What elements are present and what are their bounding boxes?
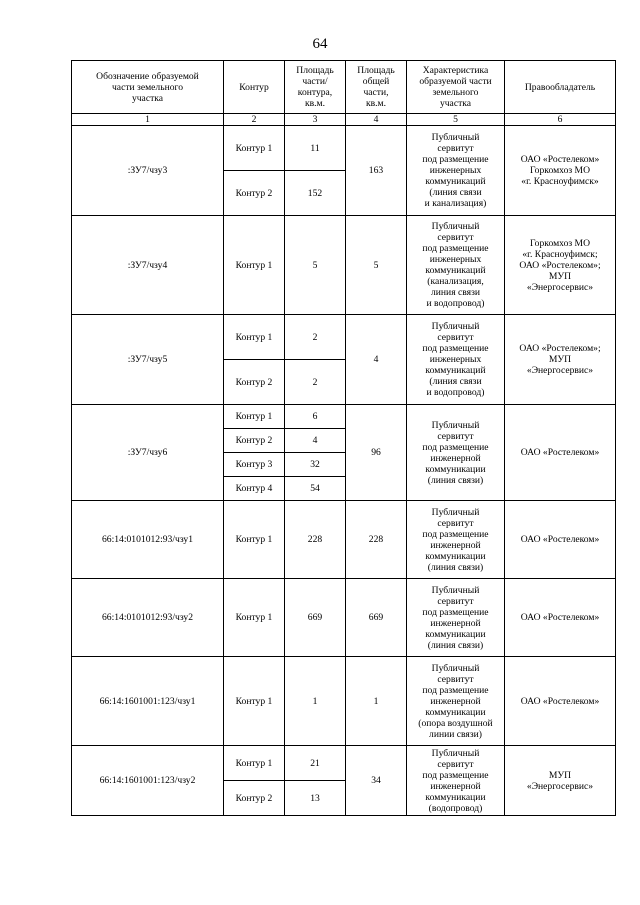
contour-area: 2: [285, 315, 346, 360]
part-characteristic: Публичный сервитут под размещение инженерной коммуникации (водопровод): [407, 746, 505, 816]
table-row: [72, 579, 616, 657]
column-header: Правообладатель: [505, 61, 616, 114]
contour-area: 669: [285, 579, 346, 657]
contour-area: 1: [285, 657, 346, 746]
part-designation: :ЗУ7/чзу3: [72, 126, 224, 216]
part-designation: 66:14:0101012:93/чзу2: [72, 579, 224, 657]
contour-name: Контур 2: [224, 171, 285, 216]
contour-area: 2: [285, 360, 346, 405]
part-designation: :ЗУ7/чзу5: [72, 315, 224, 405]
contour-name: Контур 3: [224, 453, 285, 477]
right-holder: ОАО «Ростелеком»: [505, 501, 616, 579]
contour-name: Контур 1: [224, 216, 285, 315]
page-number: 64: [312, 36, 328, 52]
part-characteristic: Публичный сервитут под размещение инженерных коммуникаций (линия связи и канализация): [407, 126, 505, 216]
table-row: [72, 501, 616, 579]
table-body: [72, 126, 616, 816]
part-characteristic: Публичный сервитут под размещение инженерной коммуникации (линия связи): [407, 405, 505, 501]
part-characteristic: Публичный сервитут под размещение инженерной коммуникации (опора воздушной линии связи): [407, 657, 505, 746]
right-holder: ОАО «Ростелеком» Горкомхоз МО «г. Красноуфимск»: [505, 126, 616, 216]
column-number: 6: [505, 114, 616, 126]
total-area: 669: [346, 579, 407, 657]
column-header: Обозначение образуемой части земельного участка: [72, 61, 224, 114]
column-header: Площадь общей части, кв.м.: [346, 61, 407, 114]
contour-name: Контур 1: [224, 315, 285, 360]
contour-name: Контур 2: [224, 360, 285, 405]
contour-name: Контур 1: [224, 579, 285, 657]
column-header: Характеристика образуемой части земельного участка: [407, 61, 505, 114]
column-number: 4: [346, 114, 407, 126]
part-designation: 66:14:1601001:123/чзу1: [72, 657, 224, 746]
total-area: 1: [346, 657, 407, 746]
total-area: 4: [346, 315, 407, 405]
right-holder: ОАО «Ростелеком»: [505, 657, 616, 746]
contour-name: Контур 1: [224, 746, 285, 781]
contour-area: 11: [285, 126, 346, 171]
contour-name: Контур 2: [224, 781, 285, 816]
land-parts-table: [71, 60, 616, 816]
column-number: 3: [285, 114, 346, 126]
column-number: 2: [224, 114, 285, 126]
right-holder: ОАО «Ростелеком»; МУП «Энергосервис»: [505, 315, 616, 405]
contour-area: 13: [285, 781, 346, 816]
table-row: [72, 216, 616, 315]
right-holder: МУП «Энергосервис»: [505, 746, 616, 816]
column-number: 5: [407, 114, 505, 126]
part-characteristic: Публичный сервитут под размещение инженерных коммуникаций (канализация, линия связи и водопровод): [407, 216, 505, 315]
right-holder: ОАО «Ростелеком»: [505, 405, 616, 501]
part-designation: 66:14:0101012:93/чзу1: [72, 501, 224, 579]
contour-area: 5: [285, 216, 346, 315]
table-row: [72, 315, 616, 360]
column-header: Площадь части/ контура, кв.м.: [285, 61, 346, 114]
header-row: [72, 61, 616, 114]
contour-area: 6: [285, 405, 346, 429]
contour-name: Контур 1: [224, 501, 285, 579]
contour-name: Контур 1: [224, 126, 285, 171]
contour-name: Контур 1: [224, 657, 285, 746]
contour-area: 21: [285, 746, 346, 781]
contour-name: Контур 4: [224, 477, 285, 501]
part-characteristic: Публичный сервитут под размещение инженерной коммуникации (линия связи): [407, 579, 505, 657]
column-number-row: [72, 114, 616, 126]
total-area: 228: [346, 501, 407, 579]
total-area: 34: [346, 746, 407, 816]
part-designation: 66:14:1601001:123/чзу2: [72, 746, 224, 816]
total-area: 5: [346, 216, 407, 315]
contour-area: 4: [285, 429, 346, 453]
column-number: 1: [72, 114, 224, 126]
contour-area: 228: [285, 501, 346, 579]
total-area: 96: [346, 405, 407, 501]
table-row: [72, 657, 616, 746]
table-row: [72, 746, 616, 781]
table-row: [72, 405, 616, 429]
part-characteristic: Публичный сервитут под размещение инженерных коммуникаций (линия связи и водопровод): [407, 315, 505, 405]
part-designation: :ЗУ7/чзу6: [72, 405, 224, 501]
table-row: [72, 126, 616, 171]
right-holder: ОАО «Ростелеком»: [505, 579, 616, 657]
right-holder: Горкомхоз МО «г. Красноуфимск; ОАО «Ростелеком»; МУП «Энергосервис»: [505, 216, 616, 315]
column-header: Контур: [224, 61, 285, 114]
contour-area: 54: [285, 477, 346, 501]
contour-name: Контур 1: [224, 405, 285, 429]
contour-name: Контур 2: [224, 429, 285, 453]
contour-area: 32: [285, 453, 346, 477]
part-characteristic: Публичный сервитут под размещение инженерной коммуникации (линия связи): [407, 501, 505, 579]
contour-area: 152: [285, 171, 346, 216]
total-area: 163: [346, 126, 407, 216]
part-designation: :ЗУ7/чзу4: [72, 216, 224, 315]
